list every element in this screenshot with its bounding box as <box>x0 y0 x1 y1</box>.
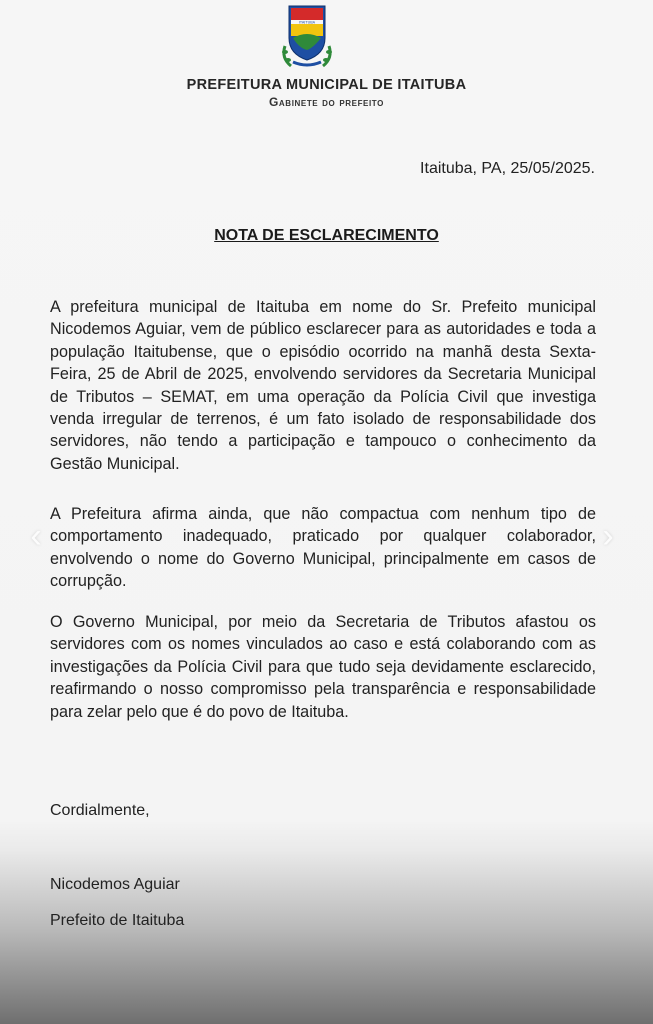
svg-text:ITAITUBA: ITAITUBA <box>298 20 316 25</box>
header-title: PREFEITURA MUNICIPAL DE ITAITUBA <box>186 77 467 93</box>
document-title: NOTA DE ESCLARECIMENTO <box>214 227 439 244</box>
paragraph-1: A prefeitura municipal de Itaituba em nome do Sr. Prefeito municipal Nicodemos Aguiar, vem de público esclarecer para as autoridades e toda a população Itaitubense, que o episódio ocorrido na manhã desta Sexta-Feira, 25 de Abril de 2025, envolvendo servidores da Secretaria Municipal de Tributos – SEMAT, em uma operação da Polícia Civil que investiga venda irregular de terrenos, é um fato isolado de responsabilidade dos servidores, não tendo a participação e tampouco o conhecimento da Gestão Municipal. <box>50 298 596 473</box>
chevron-right-icon[interactable]: › <box>602 517 614 555</box>
chevron-left-icon[interactable]: ‹ <box>30 517 42 555</box>
signer-role: Prefeito de Itaituba <box>50 912 185 929</box>
paragraph-2: A Prefeitura afirma ainda, que não compactua com nenhum tipo de comportamento inadequado, praticado por qualquer colaborador, envolvendo o nome do Governo Municipal, principalmente em casos de corrupção. <box>50 505 596 591</box>
municipal-crest-icon <box>279 2 335 70</box>
closing-text: Cordialmente, <box>50 802 150 819</box>
document-date: Itaituba, PA, 25/05/2025. <box>420 160 595 177</box>
header-subtitle: Gabinete do prefeito <box>269 95 384 109</box>
signer-name: Nicodemos Aguiar <box>50 876 180 893</box>
paragraph-3: O Governo Municipal, por meio da Secretaria de Tributos afastou os servidores com os nomes vinculados ao caso e está colaborando com as investigações da Polícia Civil para que tudo seja devidamente esclarecido, reafirmando o nosso compromisso pela transparência e responsabilidade para zelar pelo que é do povo de Itaituba. <box>50 613 596 721</box>
